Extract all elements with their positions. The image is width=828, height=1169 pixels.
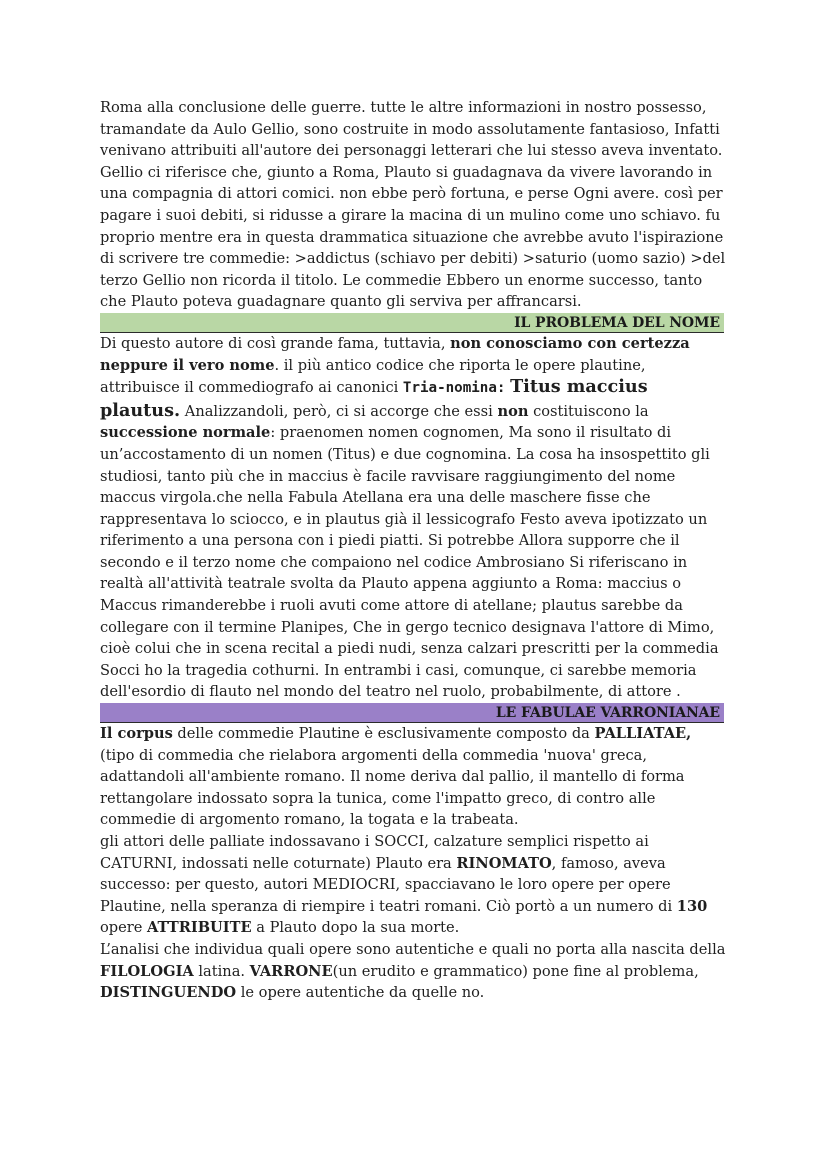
name-problem-paragraph: [100, 333, 728, 703]
bold-text-run: PALLIATAE,: [594, 725, 692, 743]
bold-text-run: RINOMATO: [456, 854, 552, 872]
section-heading-fabulae: LE FABULAE VARRONIANAE: [495, 705, 720, 722]
text-run: a Plauto dopo la sua morte.: [251, 919, 460, 937]
text-run: Di questo autore di così grande fama, tuttavia,: [100, 334, 451, 352]
bold-text-run: non conosciamo con certezza neppure il vero nome: [100, 334, 690, 374]
section-heading-bar-name-problem: [100, 313, 724, 333]
bold-text-run: ATTRIBUITE: [147, 919, 252, 937]
text-run: Analizzandoli, però, ci si accorge che essi: [180, 402, 498, 420]
text-run: latina.: [193, 962, 250, 980]
document-body: [100, 97, 728, 1004]
text-run: costituiscono la: [528, 402, 649, 420]
section-heading-name-problem: IL PROBLEMA DEL NOME: [514, 314, 720, 331]
bold-text-run: VARRONE: [249, 962, 333, 980]
text-run: opere: [100, 919, 148, 937]
text-run: , famoso, aveva successo: per questo, autori MEDIOCRI, spacciavano le loro opere per opere Plautine, nella speranza di riempire i teatri romani. Ciò portò a un numero di: [100, 854, 677, 915]
intro-paragraph: Roma alla conclusione delle guerre. tutte le altre informazioni in nostro possesso, tramandate da Aulo Gellio, sono costruite in modo assolutamente fantasioso, Infatti venivano attribuiti all'autore dei personaggi letterari che lui stesso aveva inventato. Gellio ci riferisce che, giunto a Roma, Plauto si guadagnava da vivere lavorando in una compagnia di attori comici. non ebbe però fortuna, e perse Ogni avere. così per pagare i suoi debiti, si ridusse a girare la macina di un mulino come uno schiavo. fu proprio mentre era in questa drammatica situazione che avrebbe avuto l'ispirazione di scrivere tre commedie: >addictus (schiavo per debiti) >saturio (uomo sazio) >del terzo Gellio non ricorda il titolo. Le commedie Ebbero un enorme successo, tanto che Plauto poteva guadagnare quanto gli serviva per affrancarsi.: [100, 99, 726, 311]
text-run: (un erudito e grammatico) pone fine al problema,: [332, 962, 699, 980]
text-run: le opere autentiche da quelle no.: [236, 984, 485, 1002]
philology-paragraph: [100, 939, 728, 1004]
bold-text-run: FILOLOGIA: [100, 962, 194, 980]
text-run: gli attori delle palliate indossavano i SOCCI, calzature semplici rispetto ai CATURNI, indossati nelle coturnate) Plauto era: [100, 833, 649, 872]
text-run: . il più antico codice che riporta le opere plautine, attribuisce il commediografo ai canonici: [100, 356, 646, 397]
text-run: (tipo di commedia che rielabora argomenti della commedia 'nuova' greca, adattandoli all'ambiente romano. Il nome deriva dal pallio, il mantello di forma rettangolare indossato sopra la tunica, come l'impatto greco, di contro alle commedie di argomento romano, la togata e la trabeata.: [100, 746, 685, 829]
section-heading-bar-fabulae: [100, 703, 724, 723]
text-run: : praenomen nomen cognomen, Ma sono il risultato di un’accostamento di un nomen (Titus) e due cognomina. La cosa ha insospettito gli studiosi, tanto più che in maccius è facile ravvisare raggiungimento del nome maccus virgola.che nella Fabula Atellana era una delle maschere fisse che rappresentava lo sciocco, e in plautus già il lessicografo Festo aveva ipotizzato un riferimento a una persona con i piedi piatti. Si potrebbe Allora supporre che il secondo e il terzo nome che compaiono nel codice Ambrosiano Si riferiscano in realtà all'attività teatrale svolta da Plauto appena aggiunto a Roma: maccius o Maccus rimanderebbe i ruoli avuti come attore di atellane; plautus sarebbe da collegare con il termine Planipes, Che in gergo tecnico designava l'attore di Mimo, cioè colui che in scena recital a piedi nudi, senza calzari prescritti per la commedia Socci ho la tragedia cothurni. In entrambi i casi, comunque, ci sarebbe memoria dell'esordio di flauto nel mondo del teatro nel ruolo, probabilmente, di attore .: [100, 424, 719, 701]
bold-text-run: 130: [676, 897, 708, 915]
corpus-paragraph: [100, 723, 728, 831]
actors-paragraph: [100, 831, 728, 939]
tria-nomina-label: Tria-nomina:: [402, 380, 506, 397]
bold-text-run: Il corpus: [100, 725, 173, 743]
full-name-highlight: Titus maccius plautus.: [100, 376, 648, 421]
text-run: L’analisi che individua quali opere sono autentiche e quali no porta alla nascita della: [100, 940, 726, 958]
text-run: delle commedie Plautine è esclusivamente composto da: [172, 725, 595, 743]
bold-text-run: successione normale: [100, 424, 271, 442]
bold-text-run: DISTINGUENDO: [100, 984, 237, 1002]
bold-text-run: non: [497, 402, 529, 420]
